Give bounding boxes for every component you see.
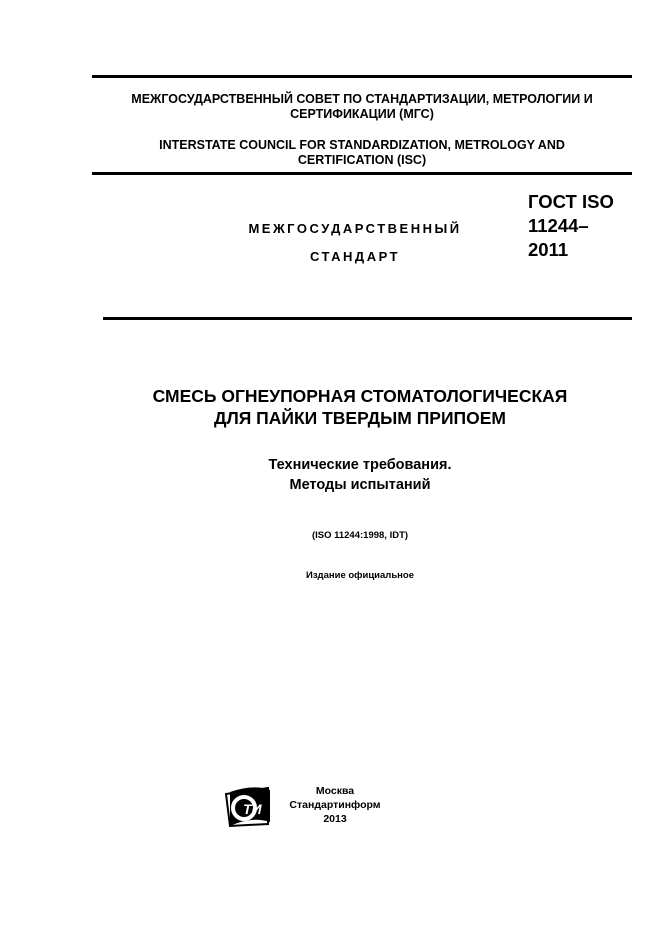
title-line1: СМЕСЬ ОГНЕУПОРНАЯ СТОМАТОЛОГИЧЕСКАЯ xyxy=(152,386,568,406)
designation-line1: ГОСТ ISO xyxy=(528,191,614,212)
standard-type-line2: СТАНДАРТ xyxy=(309,249,401,264)
publication-year: 2013 xyxy=(323,813,347,825)
designation-line2: 11244– xyxy=(528,215,589,236)
iso-reference: (ISO 11244:1998, IDT) xyxy=(311,530,409,541)
standartinform-logo xyxy=(224,786,274,828)
standard-type-line1: МЕЖГОСУДАРСТВЕННЫЙ xyxy=(248,221,462,236)
document-title xyxy=(60,385,660,429)
header-bottom-rule xyxy=(103,317,632,320)
publisher-name: Стандартинформ xyxy=(289,799,381,811)
designation xyxy=(528,190,614,262)
council-en: INTERSTATE COUNCIL FOR STANDARDIZATION, METROLOGY AND CERTIFICATION (ISC) xyxy=(159,138,565,167)
svg-text:ТИ: ТИ xyxy=(243,801,262,817)
council-rule xyxy=(92,172,632,175)
council-ru: МЕЖГОСУДАРСТВЕННЫЙ СОВЕТ ПО СТАНДАРТИЗАЦИИ, МЕТРОЛОГИИ И СЕРТИФИКАЦИИ (МГС) xyxy=(131,92,593,121)
publisher-info xyxy=(270,784,400,826)
subtitle-line2: Методы испытаний xyxy=(289,477,431,493)
subtitle-line1: Технические требования. xyxy=(268,457,452,473)
document-subtitle xyxy=(60,455,660,495)
publisher-city: Москва xyxy=(315,785,355,797)
top-rule xyxy=(92,75,632,78)
designation-line3: 2011 xyxy=(528,239,569,260)
title-line2: ДЛЯ ПАЙКИ ТВЕРДЫМ ПРИПОЕМ xyxy=(214,408,506,428)
edition-note: Издание официальное xyxy=(306,570,414,581)
